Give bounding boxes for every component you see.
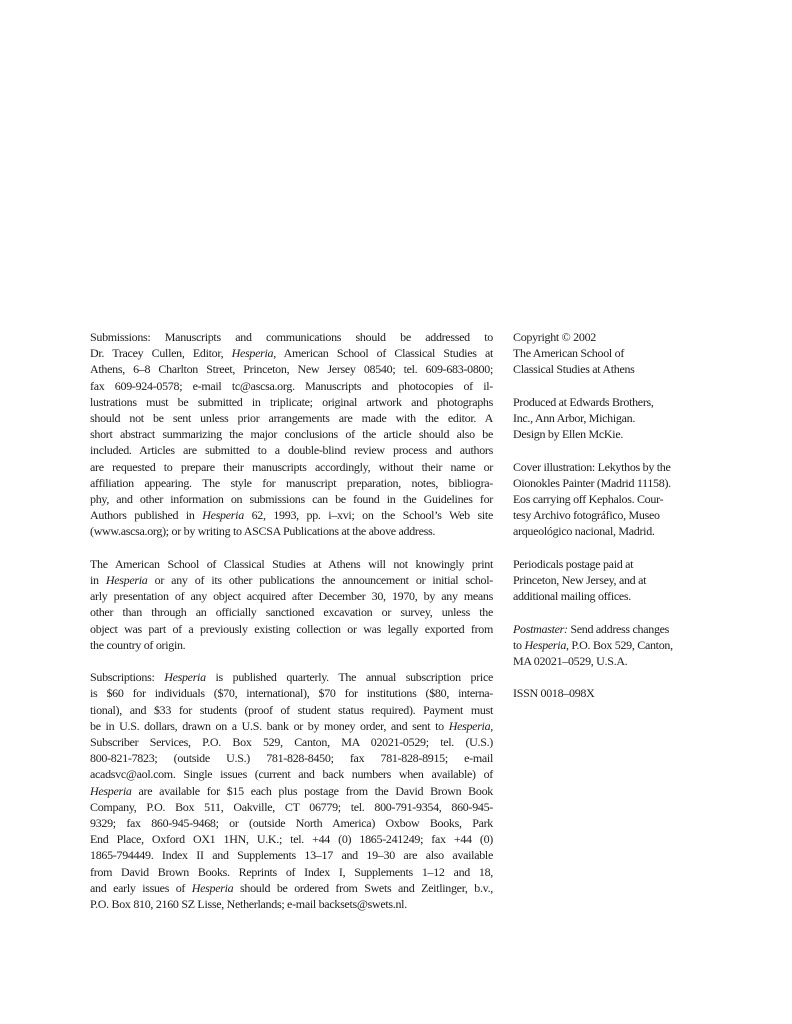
text-line: [513, 475, 705, 491]
paragraph: [513, 621, 705, 670]
text-line: [90, 880, 493, 896]
text-line: [90, 685, 493, 701]
text-segment: 62, 1993, pp. i–xvi; on the School’s Web site: [243, 508, 493, 523]
text-line: [513, 572, 705, 588]
text-segment: Eos carrying off Kephalos. Cour-: [513, 492, 664, 506]
text-line: [90, 604, 493, 620]
text-segment: ISSN 0018–098X: [513, 686, 595, 701]
text-segment: lustrations must be submitted in triplicate; original artwork and photographs: [90, 394, 493, 409]
text-line: [513, 588, 705, 604]
text-segment: Oionokles Painter (Madrid 11158).: [513, 475, 671, 490]
text-segment: Classical Studies at Athens: [513, 362, 635, 377]
italic-text-segment: Hesperia: [231, 346, 274, 361]
text-segment: included. Articles are submitted to a double-blind review process and authors: [90, 443, 493, 458]
text-line: [90, 669, 493, 685]
text-segment: Dr. Tracey Cullen, Editor,: [90, 346, 232, 361]
text-segment: other than through an officially sanctioned excavation or survey, unless the: [90, 605, 493, 620]
text-line: [90, 507, 493, 523]
paragraph: [513, 556, 705, 605]
text-segment: tesy Archivo fotográfico, Museo: [513, 508, 660, 523]
text-line: [513, 345, 705, 361]
text-line: [90, 637, 493, 653]
text-segment: object was part of a previously existing collection or was legally exported from: [90, 621, 493, 636]
text-line: [90, 475, 493, 491]
text-line: [90, 426, 493, 442]
text-line: [90, 750, 493, 766]
italic-text-segment: Hesperia: [105, 573, 148, 588]
text-line: [513, 426, 705, 442]
italic-text-segment: Hesperia: [524, 637, 567, 652]
text-segment: to: [513, 637, 525, 652]
text-segment: additional mailing offices.: [513, 589, 631, 604]
paragraph: [90, 329, 493, 540]
text-line: [90, 345, 493, 361]
text-segment: phy, and other information on submissions can be found in the Guidelines for: [90, 492, 493, 507]
paragraph: [513, 685, 705, 701]
text-line: [513, 653, 705, 669]
text-line: [90, 815, 493, 831]
text-line: [513, 394, 705, 410]
text-segment: fax 609-924-0578; e-mail tc@ascsa.org. Manuscripts and photocopies of il-: [90, 378, 493, 393]
text-segment: arly presentation of any object acquired after December 30, 1970, by any means: [90, 589, 493, 604]
text-segment: affiliation appearing. The style for manuscript preparation, notes, bibliogra-: [90, 475, 493, 490]
text-line: [90, 523, 493, 539]
text-line: [90, 572, 493, 588]
text-segment: Design by Ellen McKie.: [513, 427, 624, 442]
text-segment: Authors published in: [90, 508, 203, 523]
text-segment: tional), and $33 for students (proof of student status required). Payment must: [90, 702, 493, 717]
text-line: [90, 329, 493, 345]
text-segment: 800-821-7823; (outside U.S.) 781-828-8450; fax 781-828-8915; e-mail: [90, 751, 493, 766]
text-line: [513, 507, 705, 523]
text-line: [90, 410, 493, 426]
text-segment: are available for $15 each plus postage from the David Brown Book: [131, 783, 493, 798]
text-segment: in: [90, 573, 106, 588]
text-segment: acadsvc@aol.com. Single issues (current and back numbers when available) of: [90, 767, 493, 782]
text-segment: Send address changes: [567, 621, 670, 636]
text-segment: Cover illustration: Lekythos by the: [513, 459, 671, 474]
text-segment: should be ordered from Swets and Zeitlinger, b.v.,: [233, 880, 493, 895]
text-line: [513, 523, 705, 539]
text-segment: is published quarterly. The annual subscription price: [205, 670, 493, 685]
text-segment: The American School of Classical Studies at Athens will not knowingly print: [90, 556, 493, 571]
paragraph: [513, 394, 705, 443]
text-line: [90, 556, 493, 572]
text-line: [90, 459, 493, 475]
text-line: [513, 329, 705, 345]
text-segment: from David Brown Books. Reprints of Index I, Supplements 1–12 and 18,: [90, 864, 493, 879]
italic-text-segment: Hesperia,: [448, 718, 493, 733]
text-segment: Subscriber Services, P.O. Box 529, Canton, MA 02021-0529; tel. (U.S.): [90, 735, 493, 750]
paragraph: [513, 459, 705, 540]
italic-text-segment: Hesperia: [164, 670, 206, 685]
text-segment: short abstract summarizing the major conclusions of the article should also be: [90, 427, 493, 442]
text-line: [513, 621, 705, 637]
text-line: [90, 491, 493, 507]
text-line: [90, 361, 493, 377]
text-line: [90, 702, 493, 718]
text-segment: Subscriptions:: [90, 670, 165, 685]
text-segment: Inc., Ann Arbor, Michigan.: [513, 411, 636, 425]
text-line: [513, 491, 705, 507]
text-segment: and early issues of: [90, 880, 192, 895]
text-segment: be in U.S. dollars, drawn on a U.S. bank or by money order, and sent to: [90, 718, 449, 733]
text-line: [513, 410, 705, 426]
text-segment: Athens, 6–8 Charlton Street, Princeton, New Jersey 08540; tel. 609-683-0800;: [90, 362, 493, 377]
left-column: [90, 329, 493, 928]
text-line: [90, 783, 493, 799]
text-line: [513, 637, 705, 653]
text-segment: Submissions: Manuscripts and communications should be addressed to: [90, 330, 493, 344]
text-line: [90, 831, 493, 847]
text-segment: , American School of Classical Studies at: [273, 346, 493, 361]
text-segment: are requested to prepare their manuscripts accordingly, without their name or: [90, 459, 493, 474]
text-segment: Princeton, New Jersey, and at: [513, 573, 647, 587]
text-segment: Company, P.O. Box 511, Oakville, CT 06779; tel. 800-791-9354, 860-945-: [90, 799, 493, 814]
italic-text-segment: Hesperia: [90, 783, 132, 798]
text-line: [90, 734, 493, 750]
text-segment: P.O. Box 810, 2160 SZ Lisse, Netherlands; e-mail backsets@swets.nl.: [90, 897, 407, 912]
italic-text-segment: Hesperia: [191, 880, 234, 895]
text-line: [90, 799, 493, 815]
text-line: [90, 766, 493, 782]
text-line: [90, 442, 493, 458]
text-segment: arqueológico nacional, Madrid.: [513, 524, 655, 539]
paragraph: [90, 669, 493, 912]
text-segment: MA 02021–0529, U.S.A.: [513, 654, 628, 668]
text-segment: should not be sent unless prior arrangements are made with the editor. A: [90, 411, 493, 426]
text-segment: Produced at Edwards Brothers,: [513, 394, 654, 409]
text-segment: Periodicals postage paid at: [513, 556, 634, 571]
text-segment: 1865-794449. Index II and Supplements 13–17 and 19–30 are also available: [90, 848, 493, 863]
paragraph: [513, 329, 705, 378]
text-segment: End Place, Oxford OX1 1HN, U.K.; tel. +44 (0) 1865-241249; fax +44 (0): [90, 832, 493, 847]
text-segment: or any of its other publications the announcement or initial schol-: [147, 573, 493, 588]
text-segment: the country of origin.: [90, 637, 186, 652]
text-line: [513, 459, 705, 475]
text-line: [90, 847, 493, 863]
text-line: [90, 896, 493, 912]
text-line: [90, 588, 493, 604]
text-line: [90, 621, 493, 637]
text-line: [90, 718, 493, 734]
text-line: [513, 685, 705, 701]
text-segment: Copyright © 2002: [513, 330, 596, 344]
text-segment: The American School of: [513, 346, 625, 361]
right-column: [513, 329, 705, 718]
text-line: [513, 361, 705, 377]
paragraph: [90, 556, 493, 653]
text-line: [90, 864, 493, 880]
italic-text-segment: Hesperia: [202, 508, 244, 523]
text-line: [90, 394, 493, 410]
text-segment: 9329; fax 860-945-9468; or (outside North America) Oxbow Books, Park: [90, 816, 493, 831]
text-line: [513, 556, 705, 572]
text-line: [90, 378, 493, 394]
text-segment: (www.ascsa.org); or by writing to ASCSA Publications at the above address.: [90, 524, 436, 539]
text-segment: is $60 for individuals ($70, international), $70 for institutions ($80, interna-: [90, 686, 493, 701]
italic-text-segment: Postmaster:: [513, 621, 568, 636]
text-segment: , P.O. Box 529, Canton,: [566, 637, 673, 652]
